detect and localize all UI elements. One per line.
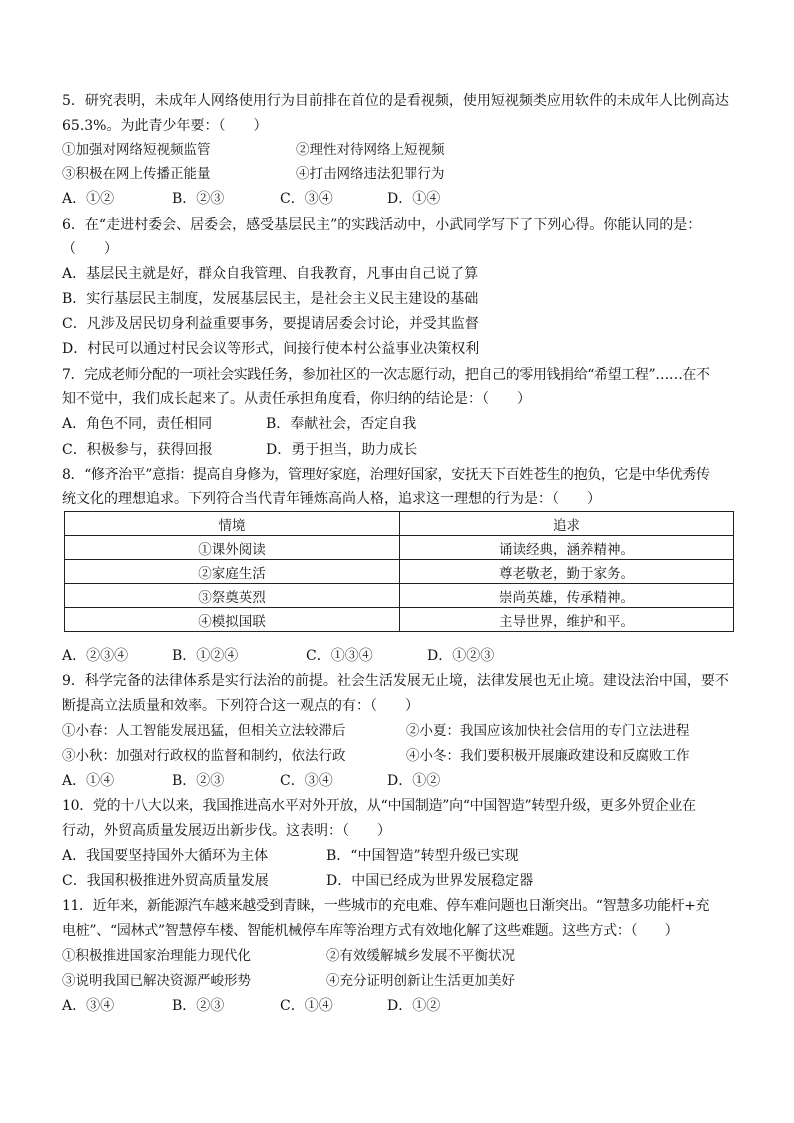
- q8-cell-pursuit: 主导世界，维护和平。: [400, 608, 734, 632]
- q6-choice-c: C．凡涉及居民切身利益重要事务，要提请居委会讨论，并受其监督: [62, 316, 479, 332]
- q11-option-1: ①积极推进国家治理能力现代化: [62, 948, 251, 964]
- q11-option-2: ②有效缓解城乡发展不平衡状况: [326, 948, 515, 964]
- q5-choice-d: D．①④: [387, 191, 441, 207]
- q11-option-3: ③说明我国已解决资源严峻形势: [62, 973, 251, 989]
- q9-option-2: ②小夏：我国应该加快社会信用的专门立法进程: [406, 723, 690, 739]
- q9-stem-line2: 断提高立法质量和效率。下列符合这一观点的有：（ ）: [62, 698, 419, 714]
- q5-option-3: ③积极在网上传播正能量: [62, 166, 211, 182]
- q8-cell-pursuit: 诵读经典，涵养精神。: [400, 536, 734, 560]
- q10-choice-b: B．“中国智造”转型升级已实现: [326, 848, 519, 864]
- q9-option-3: ③小秋：加强对行政权的监督和制约，依法行政: [62, 748, 346, 764]
- q11-choice-c: C．①④: [280, 998, 333, 1014]
- q8-cell-situation: ①课外阅读: [65, 536, 400, 560]
- q11-option-4: ④充分证明创新让生活更加美好: [326, 973, 515, 989]
- q10-choice-c: C．我国积极推进外贸高质量发展: [62, 873, 269, 889]
- q8-table: [64, 511, 734, 632]
- table-row: [65, 584, 734, 608]
- q10-stem-line1: 10．党的十八大以来，我国推进高水平对外开放，从“中国制造”向“中国智造”转型升级，更多外贸企业在: [62, 798, 696, 814]
- q11-stem-line1: 11．近年来，新能源汽车越来越受到青睐，一些城市的充电难、停车难问题也日渐突出。“智慧多功能杆+充: [62, 898, 710, 914]
- q10-stem-line2: 行动，外贸高质量发展迈出新步伐。这表明：（ ）: [62, 823, 391, 839]
- q7-stem-line2: 知不觉中，我们成长起来了。从责任承担角度看，你归纳的结论是：（ ）: [62, 391, 531, 407]
- q8-cell-pursuit: 崇尚英雄，传承精神。: [400, 584, 734, 608]
- q11-choice-a: A．③④: [62, 998, 115, 1014]
- q9-option-4: ④小冬：我们要积极开展廉政建设和反腐败工作: [406, 748, 690, 764]
- q8-header-pursuit: 追求: [400, 512, 734, 536]
- q9-choice-b: B．②③: [172, 773, 225, 789]
- q8-choice-b: B．①②④: [172, 648, 239, 664]
- q8-stem-line1: 8．“修齐治平”意指：提高自身修为，管理好家庭，治理好国家，安抚天下百姓苍生的抱负，它是中华优秀传: [62, 467, 710, 483]
- q8-header-situation: 情境: [65, 512, 400, 536]
- q9-stem-line1: 9．科学完备的法律体系是实行法治的前提。社会生活发展无止境，法律发展也无止境。建设法治中国，要不: [62, 673, 729, 689]
- q8-choice-a: A．②③④: [62, 648, 129, 664]
- q9-option-1: ①小春：人工智能发展迅猛，但相关立法较滞后: [62, 723, 346, 739]
- q11-stem-line2: 电桩”、“园林式”智慧停车楼、智能机械停车库等治理方式有效地化解了这些难题。这些方式：（ ）: [62, 923, 679, 939]
- q7-choice-a: A．角色不同，责任相同: [62, 416, 213, 432]
- q9-choice-d: D．①②: [387, 773, 441, 789]
- q5-stem-line2: 65.3%。为此青少年要：（ ）: [62, 118, 268, 134]
- q11-choice-b: B．②③: [172, 998, 225, 1014]
- q6-stem-line1: 6．在“走进村委会、居委会，感受基层民主”的实践活动中，小武同学写下了下列心得。你能认同的是：: [62, 217, 702, 233]
- q7-stem-line1: 7．完成老师分配的一项社会实践任务，参加社区的一次志愿行动，把自己的零用钱捐给“希望工程”……在不: [62, 367, 710, 383]
- q5-option-4: ④打击网络违法犯罪行为: [296, 166, 445, 182]
- q10-choice-a: A．我国要坚持国外大循环为主体: [62, 848, 269, 864]
- q5-choice-c: C．③④: [280, 191, 333, 207]
- q8-cell-situation: ④模拟国联: [65, 608, 400, 632]
- q8-cell-situation: ③祭奠英烈: [65, 584, 400, 608]
- q8-choice-d: D．①②③: [427, 648, 495, 664]
- table-row: [65, 536, 734, 560]
- q6-choice-a: A．基层民主就是好，群众自我管理、自我教育，凡事由自己说了算: [62, 266, 479, 282]
- q9-choice-a: A．①④: [62, 773, 115, 789]
- q5-option-2: ②理性对待网络上短视频: [296, 142, 445, 158]
- q7-choice-b: B．奉献社会，否定自我: [266, 416, 417, 432]
- q8-table-header-row: [65, 512, 734, 536]
- q5-choice-a: A．①②: [62, 191, 115, 207]
- q10-choice-d: D．中国已经成为世界发展稳定器: [326, 873, 534, 889]
- q9-choice-c: C．③④: [280, 773, 333, 789]
- q6-choice-b: B．实行基层民主制度，发展基层民主，是社会主义民主建设的基础: [62, 291, 479, 307]
- q8-stem-line2: 统文化的理想追求。下列符合当代青年锤炼高尚人格，追求这一理想的行为是：（ ）: [62, 491, 601, 507]
- table-row: [65, 608, 734, 632]
- q8-choice-c: C．①③④: [306, 648, 373, 664]
- q6-choice-d: D．村民可以通过村民会议等形式，间接行使本村公益事业决策权利: [62, 341, 480, 357]
- q5-stem-line1: 5．研究表明，未成年人网络使用行为目前排在首位的是看视频，使用短视频类应用软件的未成年人比例高达: [62, 93, 729, 109]
- q5-choice-b: B．②③: [172, 191, 225, 207]
- q8-cell-situation: ②家庭生活: [65, 560, 400, 584]
- table-row: [65, 560, 734, 584]
- q6-stem-line2: （ ）: [62, 241, 118, 257]
- q7-choice-c: C．积极参与，获得回报: [62, 442, 213, 458]
- q5-option-1: ①加强对网络短视频监管: [62, 142, 211, 158]
- q7-choice-d: D．勇于担当，助力成长: [266, 442, 418, 458]
- q11-choice-d: D．①②: [387, 998, 441, 1014]
- q8-cell-pursuit: 尊老敬老，勤于家务。: [400, 560, 734, 584]
